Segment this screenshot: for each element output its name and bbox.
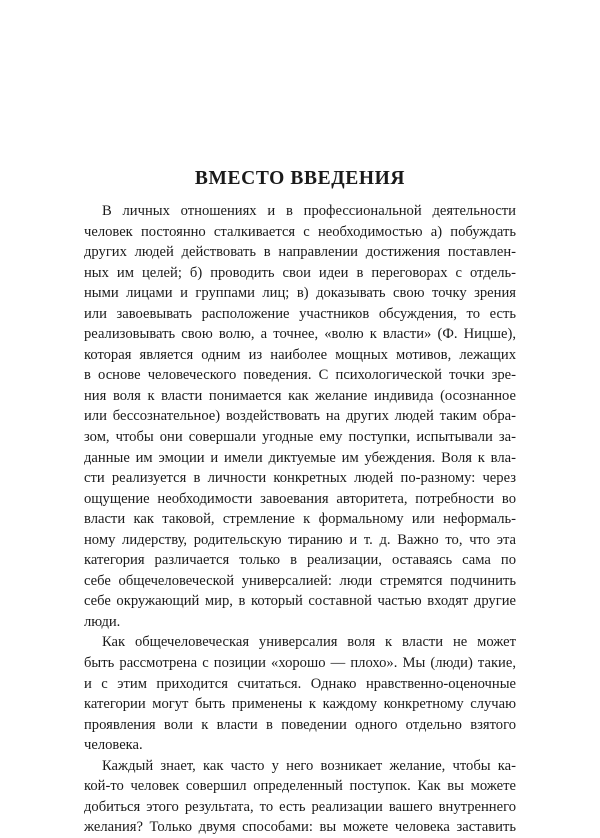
text-line: добиться этого результата, то есть реализации вашего внутреннего [84, 798, 516, 815]
paragraph-2 [84, 632, 516, 755]
text-line: люди. [84, 613, 121, 630]
text-line: которая является одним из наиболее мощных мотивов, лежащих [84, 346, 516, 363]
text-line: категория различается только в реализации, оставаясь сама по [84, 552, 516, 569]
text-line: зом, чтобы они совершали угодные ему поступки, испытывали за- [84, 429, 516, 446]
text-line: быть рассмотрена с позиции «хорошо — плохо». Мы (люди) такие, [84, 655, 516, 672]
text-line: Как общечеловеческая универсалия воля к власти не может [102, 634, 516, 651]
text-line: и с этим приходится считаться. Однако нравственно-оценочные [84, 675, 516, 692]
chapter-heading: ВМЕСТО ВВЕДЕНИЯ [194, 168, 406, 189]
text-line: Каждый знает, как часто у него возникает желание, чтобы ка- [102, 757, 516, 774]
text-line: ными лицами и группами лиц; в) доказывать свою точку зрения [84, 285, 516, 302]
text-line: или завоевывать расположение участников обсуждения, то есть [84, 305, 516, 322]
text-line: данные им эмоции и имели диктуемые им убеждения. Воля к вла- [84, 449, 516, 466]
text-line: В личных отношениях и в профессиональной деятельности [102, 203, 516, 219]
paragraph-1 [84, 201, 516, 632]
text-line: ния воля к власти понимается как желание индивида (осознанное [84, 387, 516, 404]
text-line: или бессознательное) воздействовать на других людей таким обра- [84, 408, 516, 425]
text-line: категории могут быть применены к каждому конкретному случаю [84, 696, 516, 713]
text-line: ных им целей; б) проводить свои идеи в переговорах с отдель- [84, 264, 516, 281]
text-line: власти как таковой, стремление к формальному или неформаль- [84, 511, 516, 528]
text-line: реализовывать свою волю, а точнее, «волю к власти» (Ф. Ницше), [84, 326, 516, 343]
text-line: проявления воли к власти в поведении одного отдельно взятого [84, 716, 516, 733]
text-line: сти реализуется в личности конкретных людей по-разному: через [84, 470, 516, 487]
text-line: в основе человеческого поведения. С психологической точки зре- [84, 367, 516, 384]
text-line: человек постоянно сталкивается с необходимостью а) побуждать [84, 223, 516, 240]
text-line: себе общечеловеческой универсалией: люди стремятся подчинить [84, 572, 516, 589]
text-line: ному лидерству, родительскую тиранию и т. д. Важно то, что эта [84, 531, 516, 548]
paragraph-3 [84, 756, 516, 838]
text-line: кой-то человек совершил определенный поступок. Как вы можете [84, 778, 516, 795]
text-line: желания? Только двумя способами: вы можете человека заставить [84, 819, 516, 836]
text-line: ощущение необходимости завоевания авторитета, потребности во [84, 490, 516, 507]
text-line: себе окружающий мир, в который составной частью входят другие [84, 593, 516, 610]
text-line: других людей действовать в направлении достижения поставлен- [84, 244, 516, 261]
body-text [84, 201, 516, 838]
text-line: человека. [84, 737, 143, 754]
